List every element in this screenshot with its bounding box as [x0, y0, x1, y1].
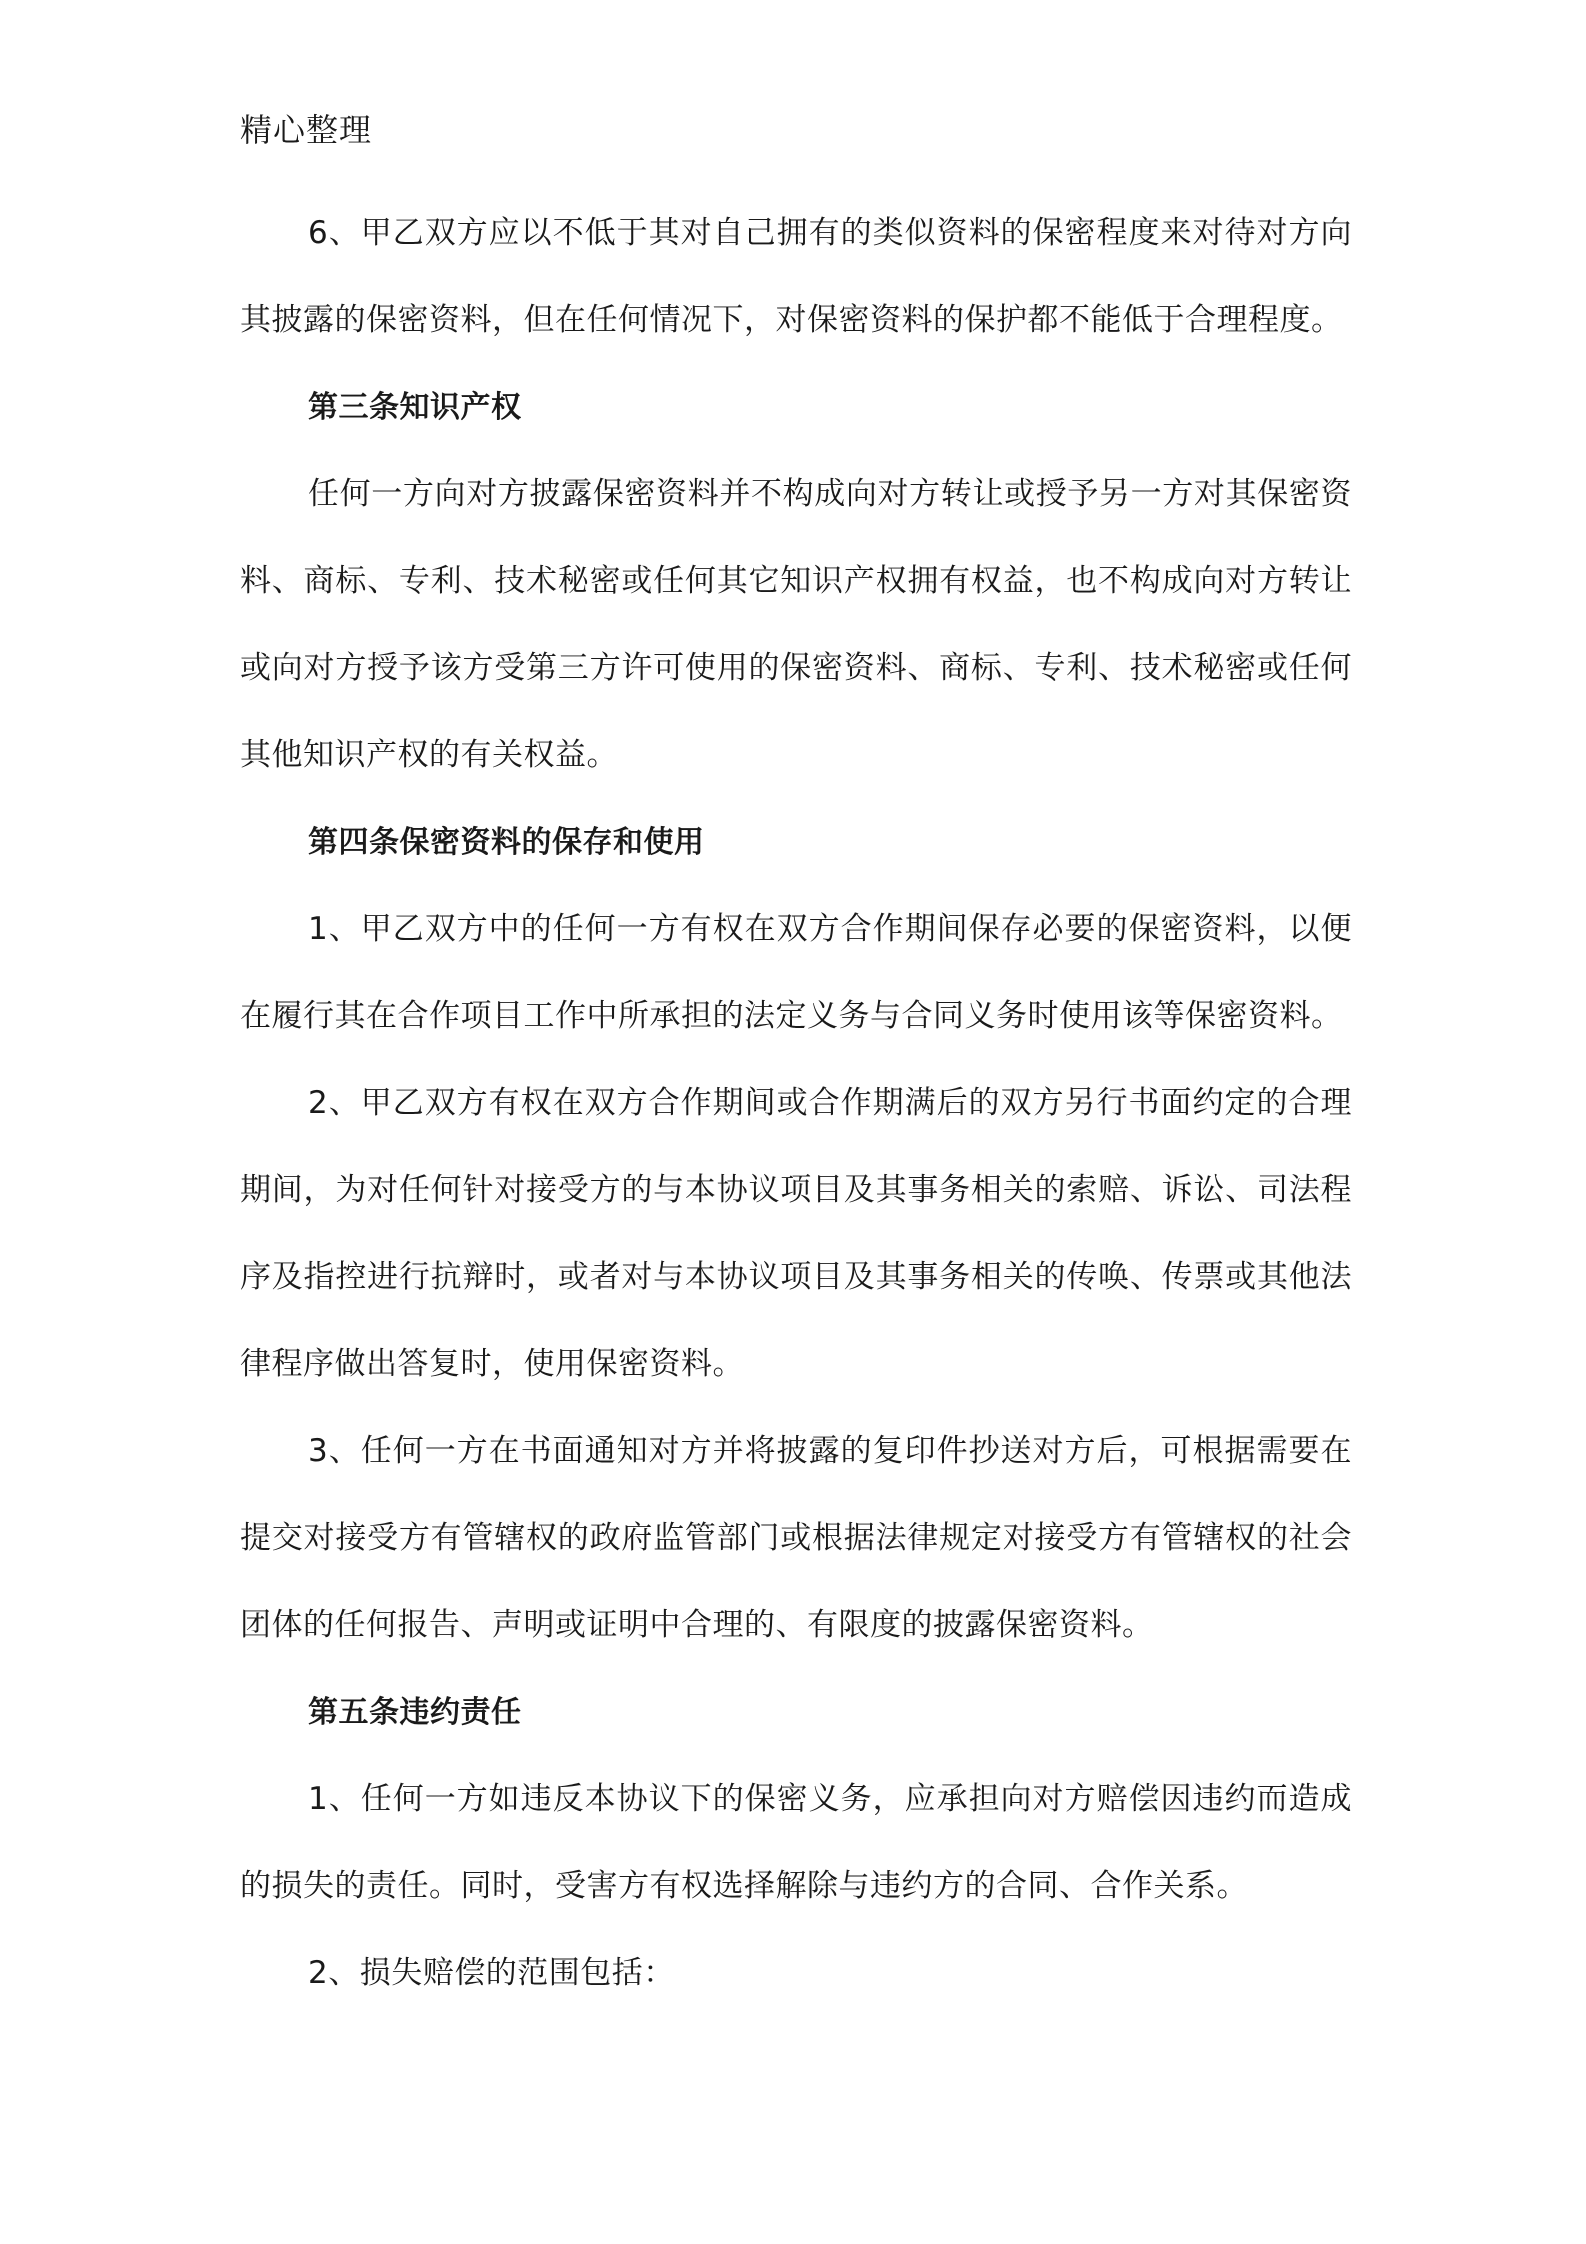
paragraph-ip: 任何一方向对方披露保密资料并不构成向对方转让或授予另一方对其保密资料、商标、专利、技术秘密或任何其它知识产权拥有权益，也不构成向对方转让或向对方授予该方受第三方许可使用的保密资料、商标、专利、技术秘密或任何其他知识产权的有关权益。: [240, 476, 1352, 773]
paragraph-clause-6: 6、甲乙双方应以不低于其对自己拥有的类似资料的保密程度来对待对方向其披露的保密资料，但在任何情况下，对保密资料的保护都不能低于合理程度。: [240, 215, 1352, 338]
paragraph-storage-2: 2、甲乙双方有权在双方合作期间或合作期满后的双方另行书面约定的合理期间，为对任何针对接受方的与本协议项目及其事务相关的索赔、诉讼、司法程序及指控进行抗辩时，或者对与本协议项目及其事务相关的传唤、传票或其他法律程序做出答复时，使用保密资料。: [240, 1085, 1352, 1382]
section-heading-article-3: 第三条知识产权: [308, 390, 522, 425]
section-heading-article-5: 第五条违约责任: [308, 1695, 522, 1730]
paragraph-liability-1: 1、任何一方如违反本协议下的保密义务，应承担向对方赔偿因违约而造成的损失的责任。同时，受害方有权选择解除与违约方的合同、合作关系。: [240, 1781, 1352, 1904]
document-body: [240, 190, 1352, 2017]
paragraph-storage-1: 1、甲乙双方中的任何一方有权在双方合作期间保存必要的保密资料，以便在履行其在合作项目工作中所承担的法定义务与合同义务时使用该等保密资料。: [240, 911, 1352, 1034]
page-header: 精心整理: [240, 111, 373, 149]
paragraph-storage-3: 3、任何一方在书面通知对方并将披露的复印件抄送对方后，可根据需要在提交对接受方有管辖权的政府监管部门或根据法律规定对接受方有管辖权的社会团体的任何报告、声明或证明中合理的、有限度的披露保密资料。: [240, 1433, 1352, 1643]
paragraph-liability-2: 2、损失赔偿的范围包括：: [308, 1955, 675, 1991]
section-heading-article-4: 第四条保密资料的保存和使用: [308, 825, 705, 860]
